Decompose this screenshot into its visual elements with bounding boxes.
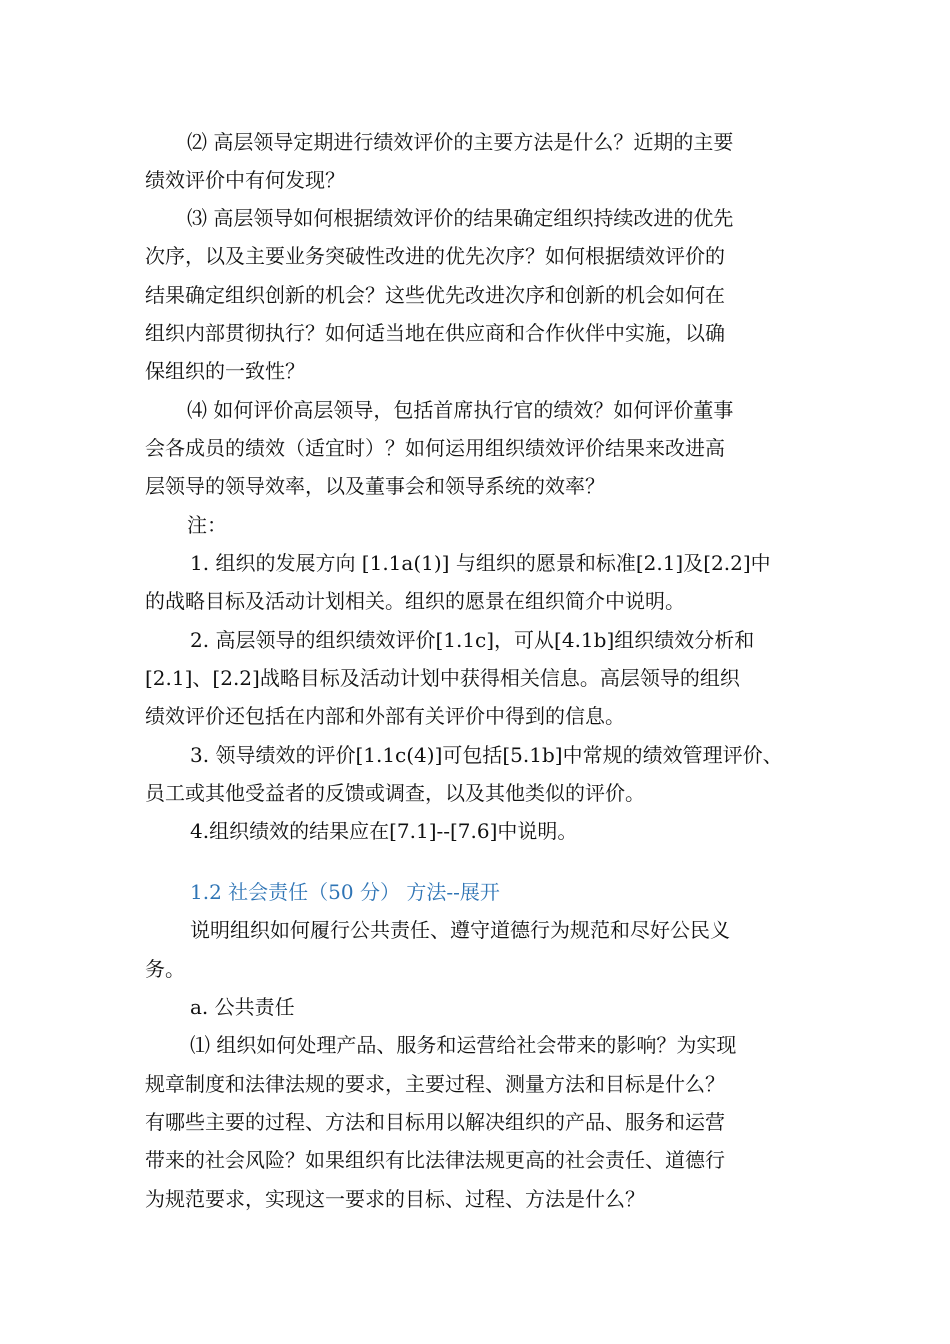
paragraph-line: 会各成员的绩效（适宜时）？如何运用组织绩效评价结果来改进高 — [145, 436, 725, 460]
paragraph-line: 1. 组织的发展方向 [1.1a(1)] 与组织的愿景和标准[2.1]及[2.2]中 — [190, 551, 771, 575]
paragraph-line: 说明组织如何履行公共责任、遵守道德行为规范和尽好公民义 — [190, 918, 730, 942]
paragraph-line: 2. 高层领导的组织绩效评价[1.1c]，可从[4.1b]组织绩效分析和 — [190, 628, 755, 652]
paragraph-line: 次序，以及主要业务突破性改进的优先次序？如何根据绩效评价的 — [145, 244, 725, 268]
paragraph-line: 员工或其他受益者的反馈或调查，以及其他类似的评价。 — [145, 781, 645, 805]
note-label: 注： — [187, 513, 227, 537]
paragraph-line: ⑵ 高层领导定期进行绩效评价的主要方法是什么？近期的主要 — [187, 130, 734, 154]
paragraph-line: 组织内部贯彻执行？如何适当地在供应商和合作伙伴中实施，以确 — [145, 321, 725, 345]
paragraph-line: ⑷ 如何评价高层领导，包括首席执行官的绩效？如何评价董事 — [187, 398, 734, 422]
paragraph-line: 4.组织绩效的结果应在[7.1]--[7.6]中说明。 — [190, 819, 578, 843]
section-heading: 1.2 社会责任（50 分） 方法--展开 — [190, 880, 500, 904]
paragraph-line: 务。 — [145, 957, 185, 981]
subsection-label: a. 公共责任 — [190, 995, 295, 1019]
paragraph-line: [2.1]、[2.2]战略目标及活动计划中获得相关信息。高层领导的组织 — [145, 666, 740, 690]
paragraph-line: 保组织的一致性？ — [145, 359, 305, 383]
paragraph-line: 绩效评价还包括在内部和外部有关评价中得到的信息。 — [145, 704, 625, 728]
paragraph-line: ⑴ 组织如何处理产品、服务和运营给社会带来的影响？为实现 — [190, 1033, 737, 1057]
paragraph-line: 为规范要求，实现这一要求的目标、过程、方法是什么？ — [145, 1187, 645, 1211]
paragraph-line: 规章制度和法律法规的要求，主要过程、测量方法和目标是什么？ — [145, 1072, 725, 1096]
paragraph-line: 的战略目标及活动计划相关。组织的愿景在组织简介中说明。 — [145, 589, 685, 613]
paragraph-line: 带来的社会风险？如果组织有比法律法规更高的社会责任、道德行 — [145, 1148, 725, 1172]
paragraph-line: 有哪些主要的过程、方法和目标用以解决组织的产品、服务和运营 — [145, 1110, 725, 1134]
paragraph-line: ⑶ 高层领导如何根据绩效评价的结果确定组织持续改进的优先 — [187, 206, 734, 230]
paragraph-line: 3. 领导绩效的评价[1.1c(4)]可包括[5.1b]中常规的绩效管理评价、 — [190, 743, 783, 767]
paragraph-line: 绩效评价中有何发现？ — [145, 168, 345, 192]
paragraph-line: 结果确定组织创新的机会？这些优先改进次序和创新的机会如何在 — [145, 283, 725, 307]
paragraph-line: 层领导的领导效率，以及董事会和领导系统的效率？ — [145, 474, 605, 498]
